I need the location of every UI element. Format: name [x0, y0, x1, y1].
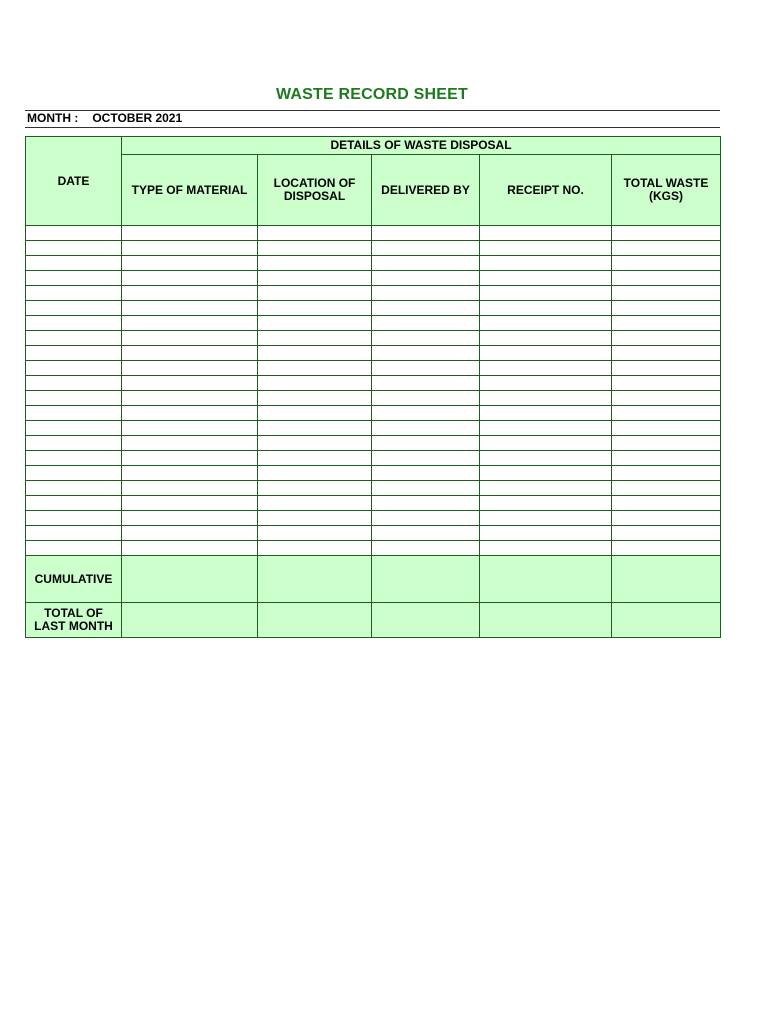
delivered-by-cell[interactable]	[372, 361, 480, 376]
receipt-no-cell[interactable]	[480, 481, 612, 496]
delivered-by-cell[interactable]	[372, 316, 480, 331]
total-waste-cell[interactable]	[612, 361, 721, 376]
type-of-material-cell[interactable]	[122, 511, 258, 526]
delivered-by-cell[interactable]	[372, 466, 480, 481]
receipt-no-cell[interactable]	[480, 496, 612, 511]
receipt-no-cell[interactable]	[480, 226, 612, 241]
table-row	[26, 316, 721, 331]
type-of-material-cell[interactable]	[122, 361, 258, 376]
date-cell[interactable]	[26, 376, 122, 391]
type-of-material-cell[interactable]	[122, 241, 258, 256]
date-cell[interactable]	[26, 406, 122, 421]
date-cell[interactable]	[26, 226, 122, 241]
receipt-no-cell[interactable]	[480, 451, 612, 466]
receipt-no-cell[interactable]	[480, 406, 612, 421]
total-waste-cell[interactable]	[612, 526, 721, 541]
delivered-by-cell[interactable]	[372, 241, 480, 256]
table-row	[26, 361, 721, 376]
cumulative-location-cell[interactable]	[258, 556, 372, 603]
total-waste-cell[interactable]	[612, 496, 721, 511]
receipt-no-cell[interactable]	[480, 391, 612, 406]
table-row	[26, 526, 721, 541]
total-waste-cell[interactable]	[612, 376, 721, 391]
table-row	[26, 391, 721, 406]
receipt-no-cell[interactable]	[480, 466, 612, 481]
total-waste-cell[interactable]	[612, 391, 721, 406]
date-cell[interactable]	[26, 346, 122, 361]
receipt-no-cell[interactable]	[480, 376, 612, 391]
type-of-material-cell[interactable]	[122, 406, 258, 421]
table-row	[26, 496, 721, 511]
receipt-no-cell[interactable]	[480, 361, 612, 376]
receipt-no-cell[interactable]	[480, 271, 612, 286]
location-cell[interactable]	[258, 271, 372, 286]
type-of-material-cell[interactable]	[122, 226, 258, 241]
delivered-by-cell[interactable]	[372, 391, 480, 406]
type-of-material-cell[interactable]	[122, 526, 258, 541]
date-cell[interactable]	[26, 436, 122, 451]
table-row	[26, 541, 721, 556]
location-cell[interactable]	[258, 241, 372, 256]
type-of-material-header: TYPE OF MATERIAL	[122, 155, 258, 226]
type-of-material-cell[interactable]	[122, 421, 258, 436]
total-waste-cell[interactable]	[612, 466, 721, 481]
cumulative-label: CUMULATIVE	[26, 556, 122, 603]
date-cell[interactable]	[26, 361, 122, 376]
date-cell[interactable]	[26, 526, 122, 541]
date-cell[interactable]	[26, 466, 122, 481]
date-cell[interactable]	[26, 241, 122, 256]
total-waste-cell[interactable]	[612, 256, 721, 271]
table-row	[26, 421, 721, 436]
delivered-by-cell[interactable]	[372, 226, 480, 241]
date-cell[interactable]	[26, 541, 122, 556]
delivered-by-cell[interactable]	[372, 421, 480, 436]
type-of-material-cell[interactable]	[122, 271, 258, 286]
date-cell[interactable]	[26, 271, 122, 286]
total-waste-cell[interactable]	[612, 226, 721, 241]
table-row	[26, 286, 721, 301]
type-of-material-cell[interactable]	[122, 376, 258, 391]
cumulative-total-cell[interactable]	[612, 556, 721, 603]
delivered-by-cell[interactable]	[372, 286, 480, 301]
date-cell[interactable]	[26, 451, 122, 466]
receipt-no-cell[interactable]	[480, 331, 612, 346]
total-waste-cell[interactable]	[612, 406, 721, 421]
location-of-disposal-header: LOCATION OF DISPOSAL	[258, 155, 372, 226]
date-cell[interactable]	[26, 256, 122, 271]
receipt-no-cell[interactable]	[480, 286, 612, 301]
type-of-material-cell[interactable]	[122, 316, 258, 331]
receipt-no-cell[interactable]	[480, 301, 612, 316]
table-row	[26, 331, 721, 346]
receipt-no-cell[interactable]	[480, 436, 612, 451]
table-row	[26, 436, 721, 451]
location-cell[interactable]	[258, 511, 372, 526]
total-waste-cell[interactable]	[612, 316, 721, 331]
month-value: OCTOBER 2021	[92, 111, 183, 125]
table-row	[26, 466, 721, 481]
delivered-by-cell[interactable]	[372, 271, 480, 286]
table-row	[26, 511, 721, 526]
page-title: WASTE RECORD SHEET	[275, 86, 469, 103]
date-cell[interactable]	[26, 331, 122, 346]
cumulative-type-cell[interactable]	[122, 556, 258, 603]
total-waste-cell[interactable]	[612, 286, 721, 301]
last-month-location-cell[interactable]	[258, 603, 372, 638]
table-row	[26, 256, 721, 271]
delivered-by-cell[interactable]	[372, 376, 480, 391]
type-of-material-cell[interactable]	[122, 496, 258, 511]
delivered-by-cell[interactable]	[372, 301, 480, 316]
type-of-material-cell[interactable]	[122, 256, 258, 271]
delivered-by-cell[interactable]	[372, 511, 480, 526]
total-waste-cell[interactable]	[612, 451, 721, 466]
location-cell[interactable]	[258, 331, 372, 346]
total-waste-cell[interactable]	[612, 481, 721, 496]
type-of-material-cell[interactable]	[122, 541, 258, 556]
total-waste-cell[interactable]	[612, 301, 721, 316]
delivered-by-cell[interactable]	[372, 481, 480, 496]
last-month-delivered-cell[interactable]	[372, 603, 480, 638]
delivered-by-cell[interactable]	[372, 436, 480, 451]
location-cell[interactable]	[258, 256, 372, 271]
location-cell[interactable]	[258, 496, 372, 511]
location-cell[interactable]	[258, 436, 372, 451]
delivered-by-cell[interactable]	[372, 406, 480, 421]
delivered-by-cell[interactable]	[372, 331, 480, 346]
delivered-by-cell[interactable]	[372, 346, 480, 361]
last-month-type-cell[interactable]	[122, 603, 258, 638]
type-of-material-cell[interactable]	[122, 346, 258, 361]
total-waste-cell[interactable]	[612, 241, 721, 256]
total-waste-cell[interactable]	[612, 421, 721, 436]
delivered-by-cell[interactable]	[372, 451, 480, 466]
receipt-no-cell[interactable]	[480, 526, 612, 541]
waste-record-table	[25, 136, 721, 638]
cumulative-delivered-cell[interactable]	[372, 556, 480, 603]
delivered-by-header: DELIVERED BY	[372, 155, 480, 226]
location-cell[interactable]	[258, 286, 372, 301]
date-cell[interactable]	[26, 316, 122, 331]
date-cell[interactable]	[26, 421, 122, 436]
table-row	[26, 241, 721, 256]
receipt-no-cell[interactable]	[480, 421, 612, 436]
location-cell[interactable]	[258, 526, 372, 541]
location-cell[interactable]	[258, 376, 372, 391]
total-last-month-label: TOTAL OF LAST MONTH	[26, 603, 122, 638]
date-cell[interactable]	[26, 511, 122, 526]
month-row	[27, 111, 182, 125]
table-row	[26, 481, 721, 496]
total-waste-cell[interactable]	[612, 271, 721, 286]
location-cell[interactable]	[258, 406, 372, 421]
table-row	[26, 301, 721, 316]
type-of-material-cell[interactable]	[122, 451, 258, 466]
table-row	[26, 226, 721, 241]
total-waste-cell[interactable]	[612, 511, 721, 526]
table-row	[26, 376, 721, 391]
table-row	[26, 406, 721, 421]
type-of-material-cell[interactable]	[122, 286, 258, 301]
location-cell[interactable]	[258, 361, 372, 376]
total-waste-cell[interactable]	[612, 346, 721, 361]
receipt-no-cell[interactable]	[480, 346, 612, 361]
location-cell[interactable]	[258, 481, 372, 496]
delivered-by-cell[interactable]	[372, 526, 480, 541]
date-cell[interactable]	[26, 301, 122, 316]
receipt-no-cell[interactable]	[480, 256, 612, 271]
table-row	[26, 271, 721, 286]
location-cell[interactable]	[258, 226, 372, 241]
date-header: DATE	[26, 137, 122, 226]
delivered-by-cell[interactable]	[372, 496, 480, 511]
total-waste-cell[interactable]	[612, 436, 721, 451]
type-of-material-cell[interactable]	[122, 466, 258, 481]
receipt-no-cell[interactable]	[480, 511, 612, 526]
date-cell[interactable]	[26, 286, 122, 301]
type-of-material-cell[interactable]	[122, 391, 258, 406]
location-cell[interactable]	[258, 316, 372, 331]
location-cell[interactable]	[258, 421, 372, 436]
receipt-no-cell[interactable]	[480, 541, 612, 556]
location-cell[interactable]	[258, 346, 372, 361]
date-cell[interactable]	[26, 496, 122, 511]
month-label: MONTH :	[27, 111, 79, 125]
last-month-total-cell[interactable]	[612, 603, 721, 638]
location-cell[interactable]	[258, 466, 372, 481]
table-row	[26, 451, 721, 466]
last-month-receipt-cell[interactable]	[480, 603, 612, 638]
delivered-by-cell[interactable]	[372, 541, 480, 556]
location-cell[interactable]	[258, 301, 372, 316]
total-waste-cell[interactable]	[612, 331, 721, 346]
table-row	[26, 346, 721, 361]
receipt-no-header: RECEIPT NO.	[480, 155, 612, 226]
receipt-no-cell[interactable]	[480, 316, 612, 331]
location-cell[interactable]	[258, 391, 372, 406]
cumulative-receipt-cell[interactable]	[480, 556, 612, 603]
total-waste-cell[interactable]	[612, 541, 721, 556]
date-cell[interactable]	[26, 481, 122, 496]
type-of-material-cell[interactable]	[122, 331, 258, 346]
delivered-by-cell[interactable]	[372, 256, 480, 271]
location-cell[interactable]	[258, 451, 372, 466]
type-of-material-cell[interactable]	[122, 436, 258, 451]
divider-bottom	[25, 127, 720, 128]
location-cell[interactable]	[258, 541, 372, 556]
total-waste-header: TOTAL WASTE (KGS)	[612, 155, 721, 226]
details-group-header: DETAILS OF WASTE DISPOSAL	[122, 137, 721, 155]
receipt-no-cell[interactable]	[480, 241, 612, 256]
type-of-material-cell[interactable]	[122, 301, 258, 316]
type-of-material-cell[interactable]	[122, 481, 258, 496]
date-cell[interactable]	[26, 391, 122, 406]
